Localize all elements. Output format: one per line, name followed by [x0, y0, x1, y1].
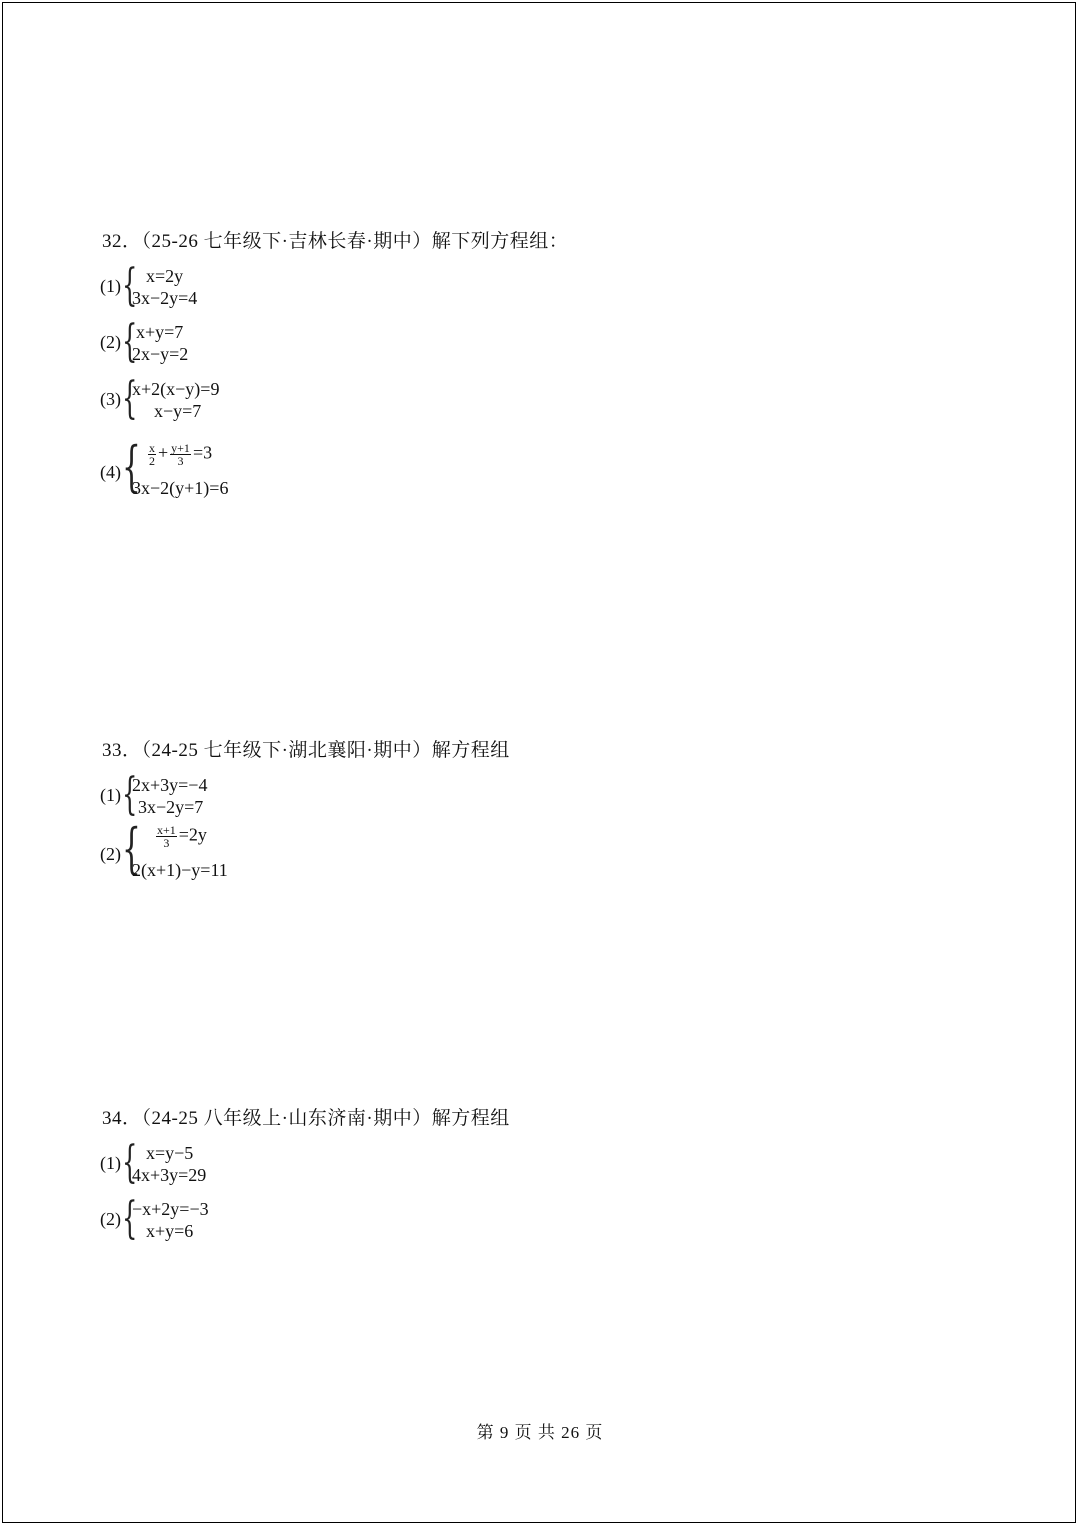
denominator: 3 — [163, 836, 170, 850]
equation-1: x=2y — [146, 266, 184, 286]
problem-33-heading: 33．（24-25 七年级下·湖北襄阳·期中）解方程组 — [102, 740, 510, 761]
system-label: (1) — [100, 1153, 121, 1173]
plus-sign: + — [158, 442, 169, 463]
problem-34-heading: 34．（24-25 八年级上·山东济南·期中）解方程组 — [102, 1108, 510, 1129]
left-brace-icon: { — [122, 817, 141, 880]
equation-2: x+y=6 — [146, 1221, 194, 1241]
equation-1 — [154, 824, 207, 849]
equation-1: x+2(x−y)=9 — [132, 379, 220, 399]
equation-1: x=y−5 — [146, 1143, 194, 1163]
page-number-footer: 第 9 页 共 26 页 — [476, 1423, 604, 1442]
left-brace-icon: { — [122, 260, 138, 311]
fraction-x-over-2 — [148, 442, 156, 467]
numerator: x+1 — [157, 823, 176, 837]
left-brace-icon: { — [122, 769, 138, 820]
equals-part: =2y — [178, 824, 207, 845]
equation-1: 2x+3y=−4 — [132, 775, 208, 795]
left-brace-icon: { — [122, 1137, 138, 1188]
system-label: (1) — [100, 785, 121, 805]
equation-2: 3x−2y=4 — [132, 288, 198, 308]
denominator: 3 — [177, 454, 184, 468]
equation-2: 4x+3y=29 — [132, 1165, 207, 1185]
equation-2: 2x−y=2 — [132, 344, 189, 364]
left-brace-icon: { — [122, 373, 138, 424]
equation-1 — [146, 442, 212, 467]
fraction-y-plus-1-over-3 — [170, 442, 191, 467]
system-label: (3) — [100, 389, 121, 409]
denominator: 2 — [149, 454, 155, 468]
equation-2: 3x−2(y+1)=6 — [132, 478, 229, 498]
fraction-x-plus-1-over-3 — [156, 824, 177, 849]
equation-2: 2(x+1)−y=11 — [132, 860, 228, 880]
system-label: (1) — [100, 276, 121, 296]
equation-1: −x+2y=−3 — [132, 1199, 209, 1219]
system-label: (2) — [100, 1209, 121, 1229]
numerator: x — [149, 441, 155, 455]
equation-2: x−y=7 — [154, 401, 202, 421]
system-label: (2) — [100, 332, 121, 352]
problem-32-heading: 32．（25-26 七年级下·吉林长春·期中）解下列方程组： — [102, 231, 569, 252]
left-brace-icon: { — [122, 1193, 138, 1244]
equation-1: x+y=7 — [136, 322, 184, 342]
left-brace-icon: { — [122, 435, 141, 498]
equals-part: =3 — [192, 442, 213, 463]
system-label: (2) — [100, 844, 121, 864]
left-brace-icon: { — [122, 316, 138, 367]
equation-2: 3x−2y=7 — [138, 797, 204, 817]
numerator: y+1 — [171, 441, 190, 455]
system-label: (4) — [100, 462, 121, 482]
